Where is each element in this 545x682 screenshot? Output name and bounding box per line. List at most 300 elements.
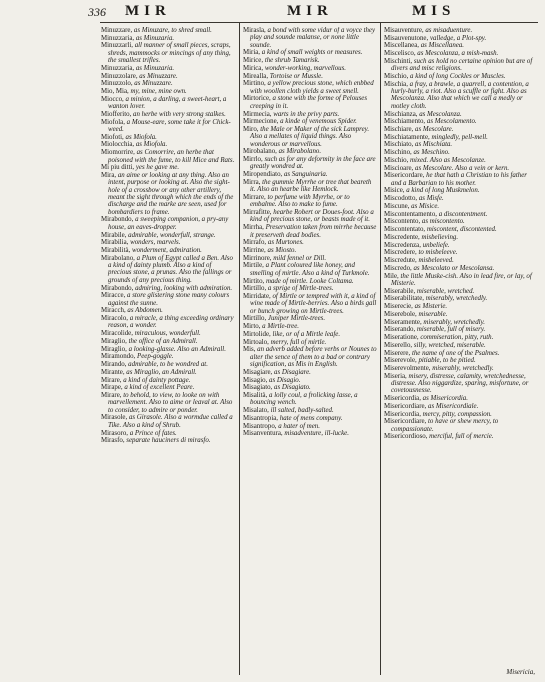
dictionary-entry: [384, 342, 538, 349]
definition: hate of mens company.: [278, 414, 343, 422]
dictionary-entry: [243, 111, 377, 118]
headword: Mirice,: [243, 57, 264, 65]
definition: he that hath a Christian to his father and a Barbarian to his mother.: [391, 172, 527, 187]
headword: Miscontento,: [384, 218, 421, 226]
headword: Miofferito,: [101, 110, 132, 118]
definition: as Miofola.: [123, 133, 157, 141]
dictionary-entry: [243, 415, 377, 422]
headword: Miserevole,: [384, 357, 417, 365]
headword: Mi piu ditti,: [101, 164, 135, 172]
headword: Misanventura,: [243, 430, 283, 438]
dictionary-entry: [243, 224, 377, 239]
headword: Miscredute,: [384, 257, 417, 265]
dictionary-entry: [101, 88, 235, 95]
headword: Mirridate,: [243, 293, 271, 301]
dictionary-entry: [243, 384, 377, 391]
dictionary-entry: [243, 331, 377, 338]
definition: admirable, to be wondred at.: [126, 361, 208, 369]
definition: a Plum of Egypt called a Ben. Also a kind of dainty plumb. Also a kind of precious stone, a prunas. Also the fallings or grounds of any precious thing.: [108, 254, 233, 284]
dictionary-entry: [384, 58, 538, 73]
dictionary-entry: [384, 311, 538, 318]
definition: to misbeleeve.: [416, 249, 458, 257]
headword: Miserabile,: [384, 287, 416, 295]
headword: Miserere,: [384, 349, 411, 357]
dictionary-entry: [243, 209, 377, 224]
headword: Miracolide,: [101, 330, 133, 338]
headword: Misagio,: [243, 376, 268, 384]
dictionary-entry: [384, 35, 538, 42]
header-rule: [100, 22, 538, 23]
dictionary-entry: [384, 273, 538, 288]
dictionary-entry: [384, 218, 538, 225]
definition: a yellow precious stone, which enbbed with woollen cloth yields a sweet smell.: [250, 80, 374, 95]
definition: as Minuzzare.: [137, 72, 178, 80]
definition: to behold, to view, to looke on with marvellement. Also to aime or leaval at. Also to consider, to admire or ponder.: [108, 392, 233, 414]
definition: as Misterie.: [412, 303, 448, 311]
dictionary-entry: [384, 326, 538, 333]
headword: Miraglio,: [101, 337, 127, 345]
headword: Mirra,: [243, 178, 261, 186]
headword: Mirrafo,: [243, 239, 267, 247]
headword: Miscredere,: [384, 249, 417, 257]
definition: a stone with the forme of Pelouses creeping in it.: [250, 95, 368, 110]
dictionary-entry: [243, 278, 377, 285]
definition: a Prince of fates.: [127, 429, 177, 437]
dictionary-entry: [384, 134, 538, 141]
headword: Misericordioso,: [384, 433, 428, 441]
dictionary-entry: [384, 50, 538, 57]
definition: miserable.: [416, 310, 448, 318]
headword: Miomorrire,: [101, 149, 135, 157]
definition: as Mescolanza.: [417, 110, 462, 118]
dictionary-entry: [101, 42, 235, 64]
dictionary-entry: [243, 285, 377, 292]
headword: Mirtoalo,: [243, 338, 269, 346]
definition: miraculous, wonderfull.: [132, 330, 201, 338]
dictionary-entry: [243, 323, 377, 330]
dictionary-entry: [243, 392, 377, 407]
dictionary-entry: [243, 80, 377, 95]
definition: mingledly, pell-mell.: [429, 133, 488, 141]
headword: Miseramente,: [384, 318, 422, 326]
dictionary-entry: [384, 350, 538, 357]
definition: wonders, marvels.: [128, 239, 181, 247]
definition: all manner of small pieces, scraps, shreds, mammocks or mincings of any thing, the smallest trifles.: [108, 42, 231, 65]
definition: a kind of long Cockles or Muscles.: [408, 73, 506, 81]
dictionary-entry: [101, 361, 235, 368]
dictionary-entry: [101, 414, 235, 429]
dictionary-entry: [384, 242, 538, 249]
definition: as Disagio.: [267, 376, 301, 384]
dictionary-entry: [384, 111, 538, 118]
definition: misbelieving.: [419, 233, 459, 241]
dictionary-entry: [384, 418, 538, 433]
definition: miserably, wretchedly.: [421, 318, 485, 326]
dictionary-entry: [243, 95, 377, 110]
headword: Mirabondo,: [101, 284, 134, 292]
definition: a miracle, a thing exceeding ordinary reason, a wonder.: [108, 315, 234, 330]
headword: Mirare,: [101, 376, 122, 384]
dictionary-entry: [384, 226, 538, 233]
definition: yes he gave me.: [134, 164, 180, 172]
headword: Misalità,: [243, 392, 268, 399]
dictionary-entry: [384, 257, 538, 264]
dictionary-entry: [243, 57, 377, 64]
headword: Mirasoro,: [101, 429, 128, 437]
definition: made of mirtle. Looke Coltama.: [264, 277, 354, 285]
dictionary-entry: [384, 295, 538, 302]
headword: Miracolo,: [101, 315, 128, 323]
dictionary-entry: [101, 330, 235, 337]
definition: mercy, pitty, compassion.: [420, 410, 492, 418]
headword: Mio, Mia,: [101, 88, 129, 96]
headword: Mirrafitte,: [243, 209, 272, 217]
definition: a Mirtle-tree.: [260, 323, 300, 331]
definition: a fray, a brawle, a quarrell, a contention, a hurly-burly, a riot. Also a scuffle or fight. Also as Mescolanza. Also that which we call a medly or motley cloth.: [391, 80, 529, 110]
headword: Miserecie,: [384, 303, 413, 311]
headword: Mirtillo,: [243, 285, 267, 293]
dictionary-entry: [384, 234, 538, 241]
headword: Minuzzaria,: [101, 64, 135, 72]
definition: a bond with some vidur of a voyce they play and sounde malanse, or none little sounde.: [250, 27, 376, 49]
headword: Misantropia,: [243, 414, 279, 422]
definition: a hater of men.: [276, 422, 320, 430]
definition: miserably, wretchedly.: [424, 295, 488, 303]
headword: Miscontentato,: [384, 226, 426, 234]
definition: as Miraglio, an Admirall.: [124, 368, 197, 376]
definition: a Plant coloured like honey, and smelling of mirtle. Also a kind of Turkmole.: [250, 262, 370, 277]
headword: Miserando,: [384, 326, 416, 334]
headword: Misericordiare,: [384, 418, 427, 426]
dictionary-entry: [243, 171, 377, 178]
headword: Mirto,: [243, 323, 261, 331]
definition: as misaduenture.: [423, 27, 473, 34]
definition: as Meschino.: [411, 149, 450, 157]
headword: Miofoti,: [101, 133, 124, 141]
dictionary-entry: [384, 42, 538, 49]
headword: Minuzzare,: [101, 27, 133, 34]
dictionary-entry: [101, 232, 235, 239]
headword: Minuzzaria,: [101, 34, 135, 42]
headword: Mirando,: [101, 361, 127, 369]
definition: such as for any deformity in the face are greatly wondred at.: [250, 156, 376, 171]
definition: as Minuzare, to shred small.: [132, 27, 212, 34]
dictionary-entry: [243, 377, 377, 384]
dictionary-entry: [101, 73, 235, 80]
definition: merciful, full of mercie.: [427, 433, 494, 441]
headword: Mirrlo,: [243, 156, 263, 164]
headword: Mirasole,: [101, 414, 128, 422]
definition: as Minuzaria.: [134, 64, 175, 72]
definition: such as hold no certaine opinion but are of divers and misc religions.: [391, 57, 533, 73]
entry-column-3: [384, 27, 538, 441]
dictionary-entry: [243, 179, 377, 194]
headword: Misauventure,: [384, 27, 424, 34]
dictionary-entry: [384, 373, 538, 395]
headword: Miscredo,: [384, 264, 412, 272]
definition: wonderment, admiration.: [130, 247, 202, 254]
dictionary-entry: [384, 303, 538, 310]
dictionary-entry: [384, 203, 538, 210]
dictionary-entry: [243, 156, 377, 171]
headword: Mirabilità,: [101, 247, 131, 254]
headword: Mirape,: [101, 384, 123, 392]
definition: Preservation taken from mirrhe because it preserveth dead bodies.: [250, 224, 377, 239]
headword: Miscodotto,: [384, 195, 418, 203]
dictionary-entry: [384, 187, 538, 194]
definition: as Minuzaria.: [134, 34, 175, 42]
headword: Miropendiato,: [243, 171, 283, 179]
headword: Miscelisco,: [384, 50, 416, 58]
headword: Minuzzarli,: [101, 42, 133, 50]
dictionary-entry: [101, 172, 235, 216]
dictionary-entry: [101, 239, 235, 246]
dictionary-entry: [243, 194, 377, 209]
headword: Mirabolano,: [101, 254, 135, 262]
headword: Mischiamento,: [384, 118, 426, 126]
dictionary-entry: [243, 369, 377, 376]
dictionary-entry: [243, 339, 377, 346]
headword: Misericordiare,: [384, 402, 427, 410]
definition: a kind of long Muskmelon.: [404, 187, 480, 195]
dictionary-entry: [101, 369, 235, 376]
headword: Mirabilia,: [101, 239, 129, 247]
dictionary-entry: [101, 164, 235, 171]
definition: a sprige of Mirtle-trees.: [266, 285, 334, 293]
definition: a store glistering stone many colours against the sunne.: [108, 292, 230, 307]
dictionary-entry: [243, 65, 377, 72]
definition: admirable, wonderfull, strange.: [126, 231, 216, 239]
definition: commiseration, pitty, ruth.: [418, 334, 494, 342]
definition: an herbe with very strong stalkes.: [131, 110, 226, 118]
dictionary-entry: [101, 141, 235, 148]
definition: pitiable, to be pitied.: [416, 357, 476, 365]
definition: a lolly coul, a frolicking lasse, a bouncing wench.: [250, 392, 358, 407]
headword: Mirrha,: [243, 224, 264, 232]
definition: my, mine, mine own.: [128, 88, 187, 96]
dictionary-entry: [101, 247, 235, 254]
dictionary-entry: [384, 141, 538, 148]
headword: Miscredente,: [384, 233, 420, 241]
entry-column-1: [101, 27, 235, 445]
headword: Miseratione,: [384, 334, 419, 342]
headword: Misagiato,: [243, 384, 273, 392]
headword: Miserabilitate,: [384, 295, 424, 303]
headword: Mirrine,: [243, 247, 266, 254]
definition: mixed. Also as Mescolanze.: [408, 156, 486, 164]
dictionary-entry: [101, 119, 235, 134]
headword: Miscune,: [384, 202, 410, 210]
headword: Miserevolmente,: [384, 364, 431, 372]
dictionary-entry: [384, 149, 538, 156]
definition: misadventure, ill-lucke.: [282, 430, 349, 438]
definition: as Disagiato.: [272, 384, 311, 392]
dictionary-entry: [101, 255, 235, 284]
headword: Misericordare,: [384, 172, 425, 180]
dictionary-entry: [243, 49, 377, 56]
definition: wonder-working, marvellous.: [263, 64, 347, 72]
definition: as Miosto.: [265, 247, 297, 254]
dictionary-entry: [243, 430, 377, 437]
definition: as Miofola.: [134, 141, 168, 149]
headword: Mile,: [384, 272, 399, 280]
dictionary-entry: [384, 319, 538, 326]
dictionary-entry: [243, 262, 377, 277]
headword: Miria,: [243, 49, 261, 57]
definition: merry, full of mirtle.: [268, 338, 327, 346]
dictionary-entry: [101, 353, 235, 360]
definition: ill salted, badly-salted.: [268, 407, 334, 415]
definition: as Mescolamento.: [425, 118, 477, 126]
headword: Misagiare,: [243, 368, 273, 376]
headword: Mirobalano,: [243, 148, 277, 156]
dictionary-entry: [384, 403, 538, 410]
headword: Mischino,: [384, 149, 412, 157]
dictionary-entry: [243, 126, 377, 148]
definition: Peep-goggle.: [135, 353, 174, 361]
definition: warts in the privy parts.: [271, 110, 340, 118]
headword: Mirtino,: [243, 80, 266, 88]
dictionary-entry: [101, 216, 235, 231]
definition: unbeliefe.: [420, 241, 450, 249]
dictionary-entry: [243, 293, 377, 315]
definition: Tortoise or Mussle.: [268, 72, 323, 80]
definition: like, or of a Mirtle leafe.: [270, 330, 341, 338]
headword: Minuzzolare,: [101, 72, 138, 80]
dictionary-entry: [384, 73, 538, 80]
dictionary-entry: [101, 111, 235, 118]
definition: as Minuzzare.: [132, 80, 173, 88]
headword: Mirtorice,: [243, 95, 271, 103]
headword: Miserello,: [384, 341, 413, 349]
definition: admiring, looking with admiration.: [133, 284, 233, 292]
headword: Misantropo,: [243, 422, 277, 430]
definition: miserable, wretched.: [415, 287, 475, 295]
definition: a kind of small weights or measures.: [260, 49, 363, 57]
definition: as Mescolanza, a mish-mash.: [415, 50, 499, 58]
headword: Misauvenutone,: [384, 34, 429, 42]
definition: as Comorrire, an herbe that poisoned with the fume, to kill Mice and Rats.: [108, 149, 235, 164]
dictionary-entry: [101, 65, 235, 72]
definition: miscontent, discontented.: [425, 226, 497, 234]
headword: Mirabile,: [101, 231, 127, 239]
dictionary-entry: [243, 118, 377, 125]
dictionary-entry: [243, 247, 377, 254]
definition: as Mischiata.: [413, 141, 453, 149]
dictionary-entry: [384, 288, 538, 295]
headword: Mirica,: [243, 64, 264, 72]
dictionary-entry: [101, 134, 235, 141]
definition: as Mescolato or Mescolansa.: [411, 264, 495, 272]
definition: as Abdomen.: [125, 307, 163, 315]
definition: as Sanguinaria.: [282, 171, 328, 179]
dictionary-entry: [101, 292, 235, 307]
headword: Miscredenza,: [384, 241, 421, 249]
headword: Miseria,: [384, 372, 407, 380]
dictionary-entry: [384, 334, 538, 341]
headword: Miscioare,: [384, 164, 414, 172]
headword: Mirealla,: [243, 72, 269, 80]
headword: Mischiato,: [384, 141, 414, 149]
dictionary-entry: [384, 411, 538, 418]
definition: a Mouse-eare, some take it for Chick-weed.: [108, 118, 231, 133]
definition: to perfume with Myrrhe, or to embalme. Also to make to fume.: [250, 194, 350, 209]
definition: misbeleeved.: [416, 257, 454, 265]
definition: the shrub Tamarisk.: [263, 57, 320, 65]
headword: Mirasfo,: [101, 437, 125, 445]
dictionary-entry: [384, 172, 538, 187]
dictionary-entry: [101, 437, 235, 444]
headword: Miscontentamento,: [384, 210, 438, 218]
definition: separate hauciners di mirasfo.: [124, 437, 211, 445]
dictionary-entry: [243, 407, 377, 414]
dictionary-entry: [384, 249, 538, 256]
definition: as Girasole. Also a wormdue called a Tike. Also a kind of Shrub.: [108, 414, 233, 429]
definition: mild fennel or Dill.: [271, 254, 327, 262]
definition: a looking-glasse. Also an Admirall.: [126, 345, 226, 353]
definition: the little Muske-cish. Also in lead fire, or lay, of Misterie.: [391, 272, 532, 287]
column-divider: [239, 23, 240, 675]
headword: Miofola,: [101, 118, 125, 126]
headword: Miraglio,: [101, 345, 127, 353]
headword: Mirrare,: [243, 194, 266, 202]
headword: Misericordia,: [384, 410, 421, 418]
dictionary-entry: [101, 392, 235, 414]
dictionary-entry: [243, 255, 377, 262]
definition: miserable, full of misery.: [415, 326, 486, 334]
headword: Mischio,: [384, 156, 409, 164]
dictionary-entry: [101, 315, 235, 330]
headword: Minuzzolo,: [101, 80, 133, 88]
dictionary-entry: [101, 307, 235, 314]
headword: Misice,: [384, 187, 405, 195]
headword: Miserebole,: [384, 310, 417, 318]
definition: of Mirtle or tempred with it, a kind of wine made of Mirtle-berries. Also a birds gall or bunch growing on Mirtle-trees.: [250, 293, 377, 315]
dictionary-entry: [101, 27, 235, 34]
page-number: 336: [88, 5, 106, 19]
running-head-left: MIR: [125, 3, 171, 19]
definition: silly, wretched, miserable.: [412, 341, 486, 349]
dictionary-entry: [243, 346, 377, 368]
definition: as Murtones.: [266, 239, 304, 247]
definition: a kinde of venemous Spider.: [278, 118, 357, 126]
dictionary-entry: [243, 315, 377, 322]
headword: Mirtile,: [243, 262, 264, 270]
dictionary-entry: [243, 423, 377, 430]
definition: as Misericordiale.: [426, 402, 479, 410]
dictionary-entry: [101, 430, 235, 437]
dictionary-entry: [384, 81, 538, 110]
dictionary-entry: [243, 27, 377, 49]
headword: Misalato,: [243, 407, 269, 415]
definition: as Misfe.: [417, 195, 444, 203]
headword: Miolocchia,: [101, 141, 135, 149]
dictionary-entry: [384, 118, 538, 125]
definition: as Mescolare. Also a vein or kern.: [413, 164, 510, 172]
dictionary-entry: [101, 346, 235, 353]
definition: an aime or looking at any thing. Also an intent, purpose or looking at. Also the sight-hole of a crossbow or any other artillery, meant the sight through which the ends of the discharge and the marke are seen, used for bombardiers to frame.: [108, 172, 234, 216]
dictionary-entry: [101, 338, 235, 345]
definition: misery, distresse, calamity, wretchednesse, distresse. Also niggardize, sparing, misfortune, or covetousnesse.: [391, 372, 529, 395]
definition: as Misice.: [409, 202, 440, 210]
headword: Miracch,: [101, 307, 126, 315]
headword: Mirmecione,: [243, 118, 279, 126]
dictionary-entry: [101, 80, 235, 87]
definition: valledge, a Plot-spy.: [428, 34, 487, 42]
definition: the office of an Admirall.: [126, 337, 198, 345]
definition: an adverb added before verbs or Nounes to alter the sence of them to a bad or contrary signification, as Mis in English.: [250, 346, 377, 369]
headword: Miscellanea,: [384, 42, 420, 50]
